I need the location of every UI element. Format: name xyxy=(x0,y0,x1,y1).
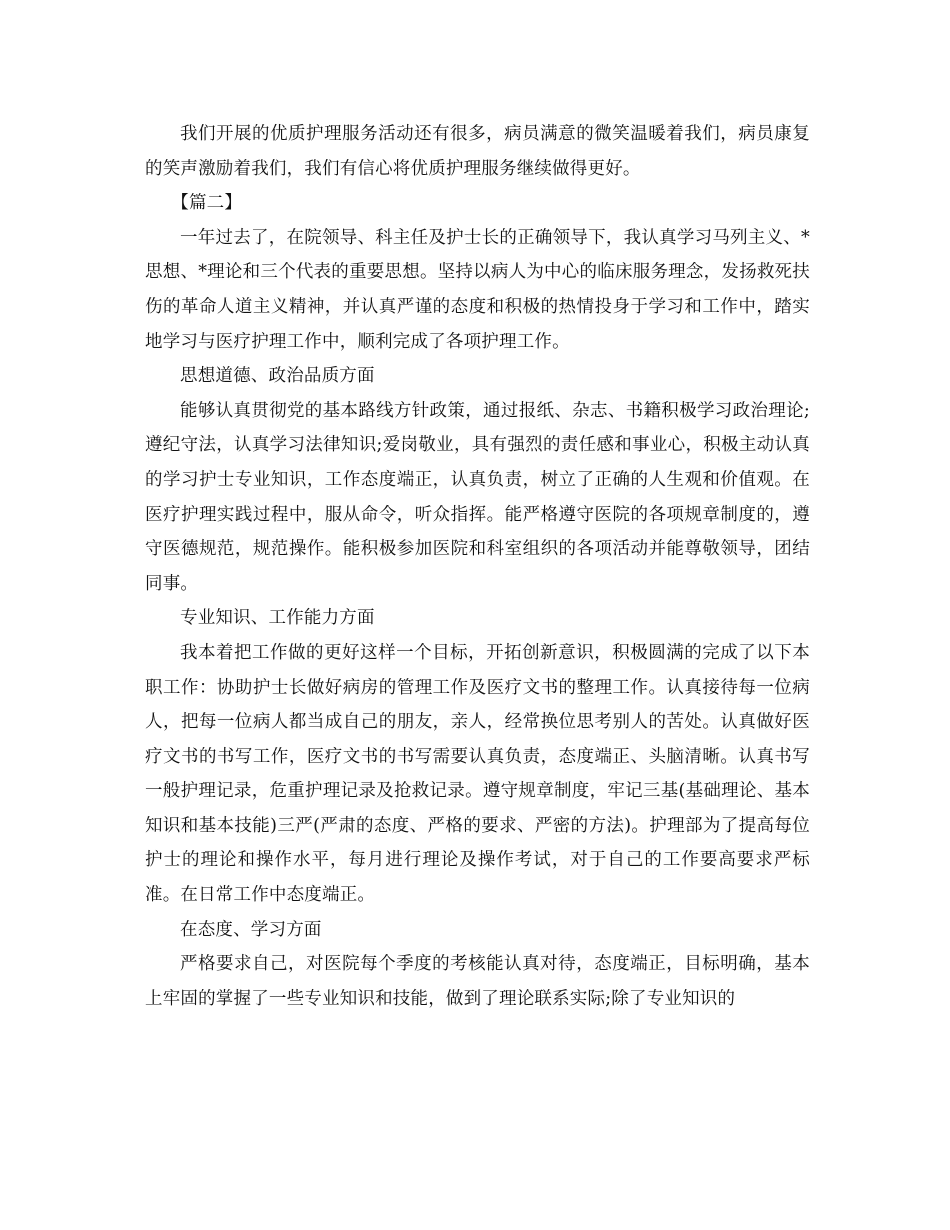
section-tag-part-two: 【篇二】 xyxy=(171,193,243,214)
heading-professional-knowledge: 专业知识、工作能力方面 xyxy=(180,608,375,629)
document-body xyxy=(145,117,810,1016)
heading-ideology-morality: 思想道德、政治品质方面 xyxy=(180,366,375,387)
paragraph-ideology-morality: 能够认真贯彻党的基本路线方针政策，通过报纸、杂志、书籍积极学习政治理论;遵纪守法，认真学习法律知识;爱岗敬业，具有强烈的责任感和事业心，积极主动认真的学习护士专业知识，工作态度端正，认真负责，树立了正确的人生观和价值观。在医疗护理实践过程中，服从命令，听众指挥。能严格遵守医院的各项规章制度的，遵守医德规范，规范操作。能积极参加医院和科室组织的各项活动并能尊敬领导，团结同事。 xyxy=(145,400,810,594)
paragraph-professional-knowledge: 我本着把工作做的更好这样一个目标，开拓创新意识，积极圆满的完成了以下本职工作：协助护士长做好病房的管理工作及医疗文书的整理工作。认真接待每一位病人，把每一位病人都当成自己的朋友，亲人，经常换位思考别人的苦处。认真做好医疗文书的书写工作，医疗文书的书写需要认真负责，态度端正、头脑清晰。认真书写一般护理记录，危重护理记录及抢救记录。遵守规章制度，牢记三基(基础理论、基本知识和基本技能)三严(严肃的态度、严格的要求、严密的方法)。护理部为了提高每位护士的理论和操作水平，每月进行理论及操作考试，对于自己的工作要高要求严标准。在日常工作中态度端正。 xyxy=(145,642,810,906)
paragraph-closing-remarks: 我们开展的优质护理服务活动还有很多，病员满意的微笑温暖着我们，病员康复的笑声激励着我们，我们有信心将优质护理服务继续做得更好。 xyxy=(145,124,810,179)
paragraph-attitude-study: 严格要求自己，对医院每个季度的考核能认真对待，态度端正，目标明确，基本上牢固的掌握了一些专业知识和技能，做到了理论联系实际;除了专业知识的 xyxy=(145,954,810,1009)
paragraph-year-summary: 一年过去了，在院领导、科主任及护士长的正确领导下，我认真学习马列主义、*思想、*理论和三个代表的重要思想。坚持以病人为中心的临床服务理念，发扬救死扶伤的革命人道主义精神，并认真严谨的态度和积极的热情投身于学习和工作中，踏实地学习与医疗护理工作中，顺利完成了各项护理工作。 xyxy=(145,227,810,352)
heading-attitude-study: 在态度、学习方面 xyxy=(180,919,322,940)
